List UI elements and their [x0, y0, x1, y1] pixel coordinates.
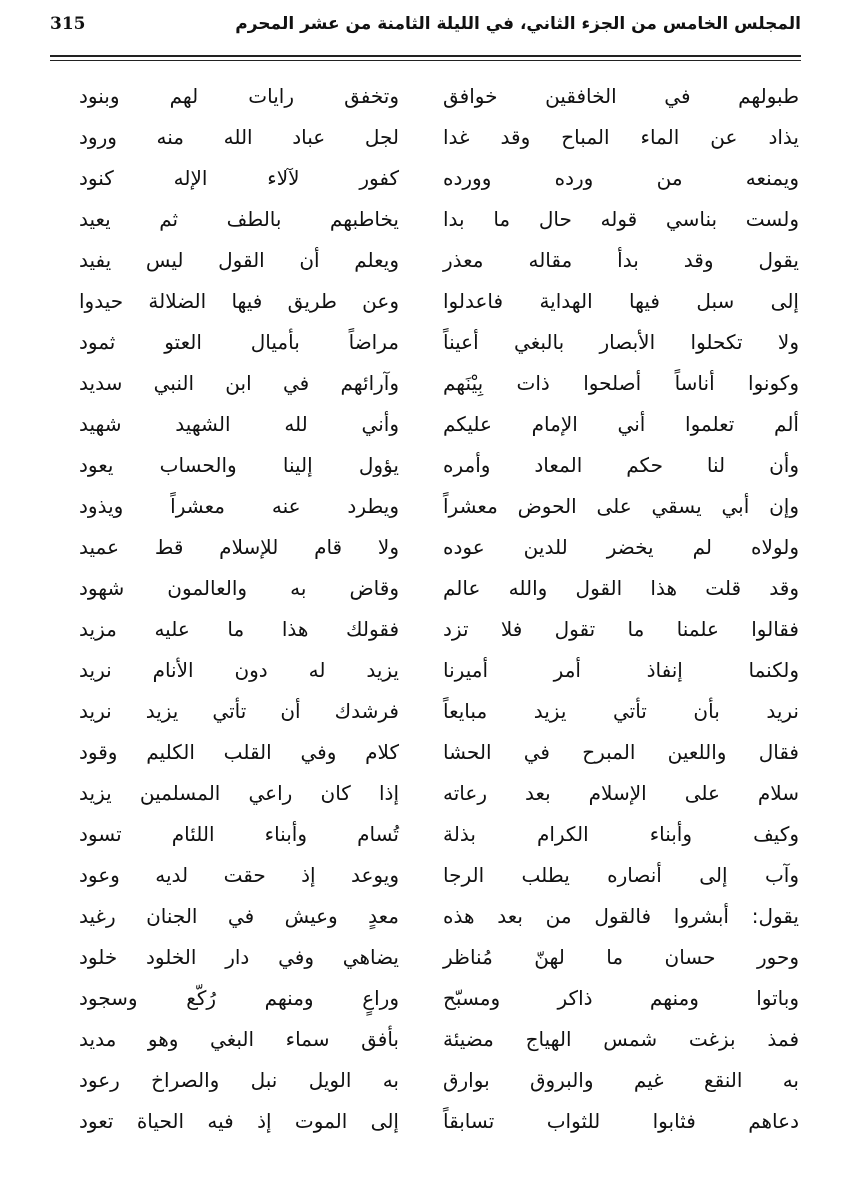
verse-line	[0, 199, 849, 239]
verse-line	[0, 445, 849, 485]
verse-first-hemistich: سلام على الإسلام بعد رعاته	[443, 781, 799, 805]
verse-line	[0, 527, 849, 567]
verse-second-hemistich: معدٍ وعيش في الجنان رغيد	[79, 904, 399, 928]
verse-second-hemistich: وعن طريق فيها الضلالة حيدوا	[79, 289, 399, 313]
verse-first-hemistich: به النقع غيم والبروق بوارق	[443, 1068, 799, 1092]
verse-first-hemistich: إلى سبل فيها الهداية فاعدلوا	[443, 289, 799, 313]
verse-first-hemistich: ولا تكحلوا الأبصار بالبغي أعيناً	[443, 330, 799, 354]
verse-line	[0, 978, 849, 1018]
verse-line	[0, 814, 849, 854]
verse-second-hemistich: وراعٍ ومنهم رُكّع وسجود	[79, 986, 399, 1010]
verse-line	[0, 363, 849, 403]
verse-second-hemistich: يخاطبهم بالطف ثم يعيد	[79, 207, 399, 231]
verse-second-hemistich: تُسام وأبناء اللئام تسود	[79, 822, 399, 846]
verse-first-hemistich: طبولهم في الخافقين خوافق	[443, 84, 799, 108]
verse-second-hemistich: وقاض به والعالمون شهود	[79, 576, 399, 600]
verse-first-hemistich: وأن لنا حكم المعاد وأمره	[443, 453, 799, 477]
verse-line	[0, 281, 849, 321]
verse-second-hemistich: به الويل نبل والصراخ رعود	[79, 1068, 399, 1092]
verse-second-hemistich: يؤول إلينا والحساب يعود	[79, 453, 399, 477]
verse-second-hemistich: مراضاً بأميال العتو ثمود	[79, 330, 399, 354]
verse-line	[0, 322, 849, 362]
verse-second-hemistich: بأفق سماء البغي وهو مديد	[79, 1027, 399, 1051]
verse-second-hemistich: لجل عباد الله منه ورود	[79, 125, 399, 149]
page-header	[50, 6, 801, 42]
verse-line	[0, 896, 849, 936]
verse-first-hemistich: وكونوا أناساً أصلحوا ذات بِيْنَهم	[443, 371, 799, 395]
verse-line	[0, 117, 849, 157]
verse-line	[0, 1101, 849, 1141]
verse-second-hemistich: إذا كان راعي المسلمين يزيد	[79, 781, 399, 805]
verse-second-hemistich: يضاهي وفي دار الخلود خلود	[79, 945, 399, 969]
verse-first-hemistich: وحور حسان ما لهنّ مُناظر	[443, 945, 799, 969]
verse-line	[0, 773, 849, 813]
verse-line	[0, 650, 849, 690]
verse-line	[0, 1019, 849, 1059]
verse-line	[0, 691, 849, 731]
verse-first-hemistich: وقد قلت هذا القول والله عالم	[443, 576, 799, 600]
verse-second-hemistich: يزيد له دون الأنام نريد	[79, 658, 399, 682]
verse-second-hemistich: فقولك هذا ما عليه مزيد	[79, 617, 399, 641]
verse-first-hemistich: وإن أبي يسقي على الحوض معشراً	[443, 494, 799, 518]
verse-line	[0, 486, 849, 526]
verse-second-hemistich: وتخفق رايات لهم وبنود	[79, 84, 399, 108]
verse-second-hemistich: كلام وفي القلب الكليم وقود	[79, 740, 399, 764]
verse-line	[0, 732, 849, 772]
verse-first-hemistich: ولولاه لم يخضر للدين عوده	[443, 535, 799, 559]
verse-first-hemistich: فمذ بزغت شمس الهياج مضيئة	[443, 1027, 799, 1051]
verse-second-hemistich: ولا قام للإسلام قط عميد	[79, 535, 399, 559]
verse-second-hemistich: ويوعد إذ حقت لديه وعود	[79, 863, 399, 887]
verse-first-hemistich: ويمنعه من ورده وورده	[443, 166, 799, 190]
verse-line	[0, 937, 849, 977]
verse-line	[0, 1060, 849, 1100]
verse-first-hemistich: فقال واللعين المبرح في الحشا	[443, 740, 799, 764]
verse-second-hemistich: فرشدك أن تأتي يزيد نريد	[79, 699, 399, 723]
verse-first-hemistich: ولكنما إنفاذ أمر أميرنا	[443, 658, 799, 682]
verse-second-hemistich: ويطرد عنه معشراً ويذود	[79, 494, 399, 518]
verse-first-hemistich: يذاد عن الماء المباح وقد غدا	[443, 125, 799, 149]
verse-first-hemistich: ألم تعلموا أني الإمام عليكم	[443, 412, 799, 436]
verse-second-hemistich: وأني لله الشهيد شهيد	[79, 412, 399, 436]
header-rule-thin	[50, 60, 801, 61]
verse-first-hemistich: ولست بناسي قوله حال ما بدا	[443, 207, 799, 231]
verse-second-hemistich: كفور لآلاء الإله كنود	[79, 166, 399, 190]
verse-first-hemistich: وكيف وأبناء الكرام بذلة	[443, 822, 799, 846]
running-title: المجلس الخامس من الجزء الثاني، في الليلة الثامنة من عشر المحرم	[235, 14, 801, 34]
verse-line	[0, 240, 849, 280]
verse-second-hemistich: وآرائهم في ابن النبي سديد	[79, 371, 399, 395]
verse-first-hemistich: يقول: أبشروا فالقول من بعد هذه	[443, 904, 799, 928]
verse-second-hemistich: إلى الموت إذ فيه الحياة تعود	[79, 1109, 399, 1133]
verse-line	[0, 568, 849, 608]
verse-line	[0, 76, 849, 116]
verse-line	[0, 855, 849, 895]
verse-first-hemistich: دعاهم فثابوا للثواب تسابقاً	[443, 1109, 799, 1133]
verse-line	[0, 609, 849, 649]
verse-first-hemistich: يقول وقد بدأ مقاله معذر	[443, 248, 799, 272]
page-number: 315	[50, 14, 86, 34]
verse-line	[0, 158, 849, 198]
verse-first-hemistich: نريد بأن تأتي يزيد مبايعاً	[443, 699, 799, 723]
verse-first-hemistich: وآب إلى أنصاره يطلب الرجا	[443, 863, 799, 887]
verse-line	[0, 404, 849, 444]
verse-first-hemistich: وباتوا ومنهم ذاكر ومسبّح	[443, 986, 799, 1010]
verse-second-hemistich: ويعلم أن القول ليس يفيد	[79, 248, 399, 272]
verse-first-hemistich: فقالوا علمنا ما تقول فلا تزد	[443, 617, 799, 641]
header-rule-thick	[50, 55, 801, 57]
